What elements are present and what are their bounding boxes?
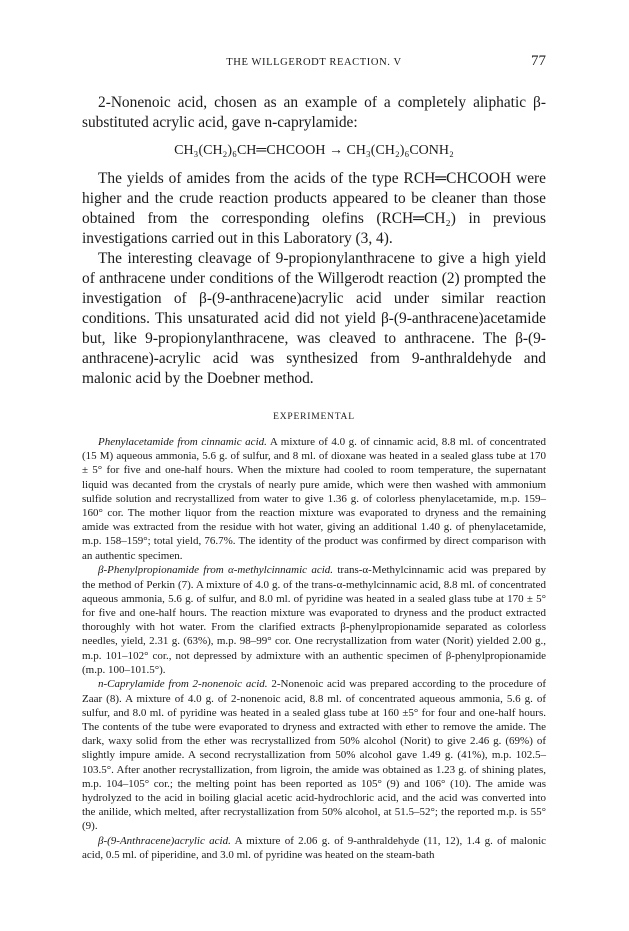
intro-paragraph-3: The interesting cleavage of 9-propionylanthracene to give a high yield of anthracene under conditions of the Willgerodt reaction (2) prompted the investigation of β-(9-anthracene)acrylic acid under similar reaction conditions. This unsaturated acid did not yield β-(9-anthracene)acetamide but, like 9-propionylanthracene, was cleaved to anthracene. The β-(9-anthracene)-acrylic acid was synthesized from 9-anthraldehyde and malonic acid by the Doebner method. (82, 250, 546, 387)
experimental-paragraph (82, 435, 546, 563)
procedure-title: β-Phenylpropionamide from α-methylcinnamic acid. (98, 564, 334, 577)
procedure-title: β-(9-Anthracene)acrylic acid. (98, 835, 231, 848)
procedure-text: trans-α-Methylcinnamic acid was prepared by the method of Perkin (7). A mixture of 4.0 g. of the trans-α-methylcinnamic acid, 8.8 ml. of concentrated aqueous ammonia, 5.6 g. of sulfur, and 8.0 ml. of pyridine was heated in a sealed glass tube at 170 ± 5° for five and one-half hours. The reaction mixture was evaporated to dryness and the product extracted thoroughly with hot water. From the clarified extracts β-phenylpropionamide separated as colorless needles, yield, 2.31 g. (63%), m.p. 98–99° cor. One recrystallization from water (Norit) yielded 2.00 g., m.p. 101–102° cor., not depressed by admixture with an authentic specimen of β-phenylpropionamide (m.p. 100–101.5°). (82, 564, 547, 676)
procedure-text: A mixture of 4.0 g. of cinnamic acid, 8.8 ml. of concentrated (15 M) aqueous ammonia, 5.6 g. of sulfur, and 8 ml. of dioxane was heated in a sealed glass tube at 170 ± 5° for five and one-half hours. When the mixture had cooled to room temperature, the supernatant liquid was decanted from the crystals of nearly pure amide, which were then washed with ammonium sulfide solution and recrystallized from water to give 1.36 g. of colorless phenylacetamide, m.p. 159–160° cor. The mother liquor from the reaction mixture was evaporated to dryness and the remaining amide was extracted from the residue with hot water, giving an additional 1.40 g. of phenylacetamide, m.p. 158–159°; total yield, 76.7%. The identity of the product was confirmed by direct comparison with an authentic specimen. (82, 436, 546, 562)
procedure-text: A mixture of 2.06 g. of 9-anthraldehyde (11, 12), 1.4 g. of malonic acid, 0.5 ml. of piperidine, and 3.0 ml. of pyridine was heated on the steam-bath (82, 835, 547, 862)
page-number: 77 (531, 53, 546, 69)
experimental-section (82, 435, 546, 863)
running-title: THE WILLGERODT REACTION. V (226, 57, 402, 68)
running-head (82, 55, 546, 73)
experimental-paragraph (82, 677, 546, 833)
section-heading: EXPERIMENTAL (273, 412, 355, 422)
intro-paragraph-1: 2-Nonenoic acid, chosen as an example of a completely aliphatic β-substituted acrylic acid, gave n-caprylamide: (82, 94, 546, 131)
article-body (82, 93, 546, 863)
reaction-equation: CH₃(CH₂)₆CH═CHCOOH → CH₃(CH₂)₆CONH₂ (174, 143, 454, 158)
procedure-title: Phenylacetamide from cinnamic acid. (98, 436, 267, 448)
experimental-paragraph (82, 834, 546, 862)
experimental-paragraph (82, 563, 546, 677)
procedure-title: n-Caprylamide from 2-nonenoic acid. (98, 678, 268, 691)
procedure-text: 2-Nonenoic acid was prepared according to the procedure of Zaar (8). A mixture of 4.0 g. of 2-nonenoic acid, 8.8 ml. of concentrated aqueous ammonia, 5.6 g. of sulfur, and 8.0 ml. of pyridine was heated in a sealed glass tube at 160 ±5° for four and one-half hours. The contents of the tube were evaporated to dryness and extracted with ether to remove the amide. The dark, waxy solid from the ether was recrystallized from 50% alcohol (Norit) to give 2.46 g. (69%) of slightly impure amide. A second recrystallization from 50% alcohol gave 1.49 g. (41%), m.p. 102.5–103.5°. After another recrystallization, from ligroin, the amide was obtained as 1.23 g. of shining plates, m.p. 104–105° cor.; the melting point has been reported as 105° (9) and 106° (10). The amide was hydrolyzed to the acid in boiling glacial acetic acid-hydrochloric acid, and the acid was converted into the anilide, which melted, after recrystallization from 50% alcohol, at 51.5–52°; the reported m.p. is 55° (9). (82, 678, 546, 833)
intro-paragraph-2: The yields of amides from the acids of the type RCH═CHCOOH were higher and the crude reaction products appeared to be cleaner than those obtained from the corresponding olefins (RCH═CH₂) in previous investigations carried out in this Laboratory (3, 4). (82, 170, 546, 247)
